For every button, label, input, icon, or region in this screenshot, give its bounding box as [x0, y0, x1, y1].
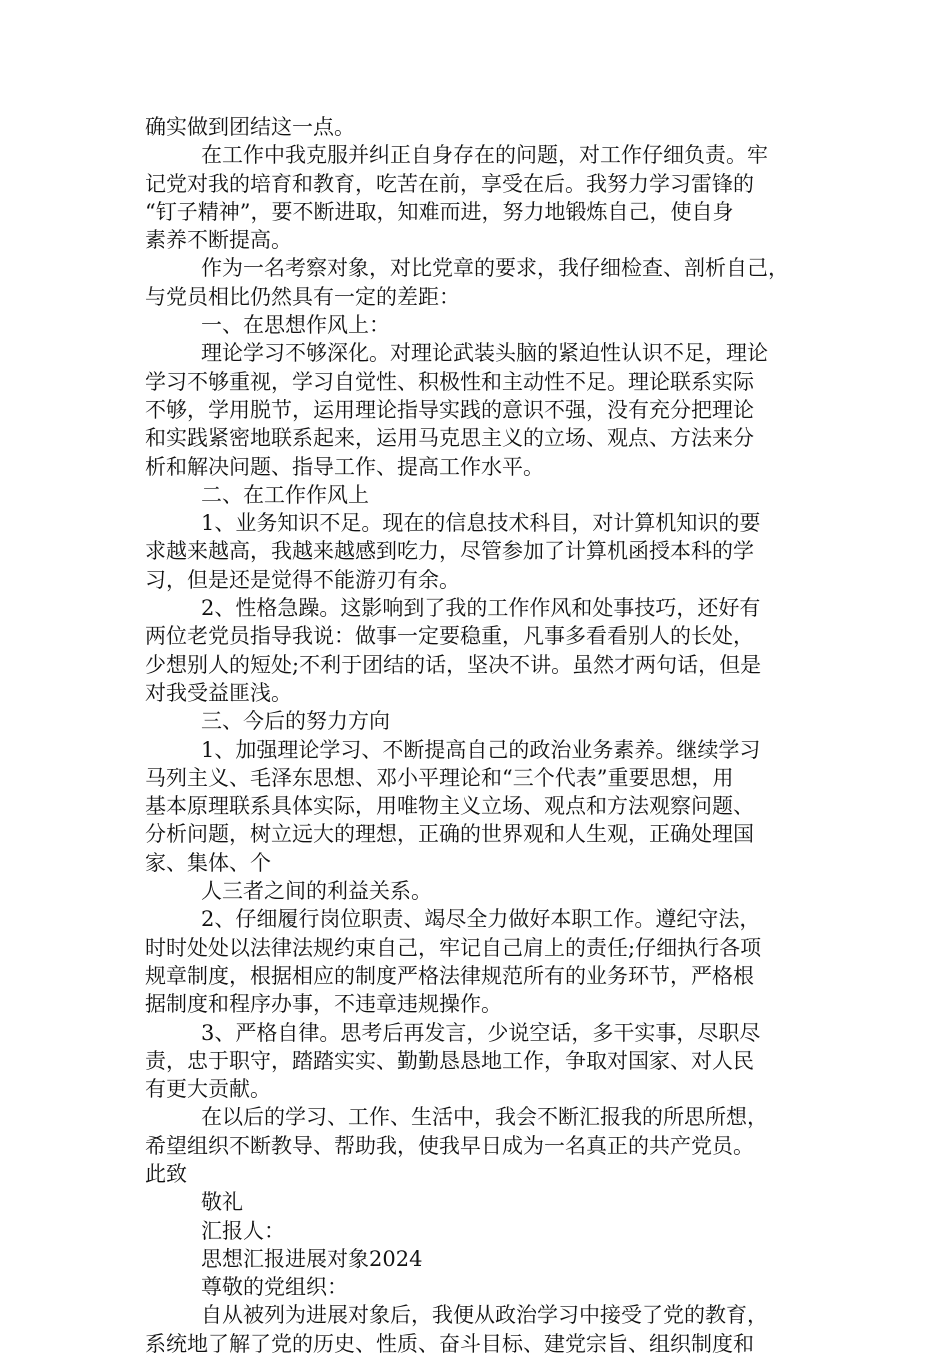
text-line: 在工作中我克服并纠正自身存在的问题，对工作仔细负责。牢 [201, 143, 768, 168]
text-line: 汇报人： [201, 1218, 285, 1243]
text-line: 敬礼 [201, 1190, 243, 1215]
text-line: 析和解决问题、指导工作、提高工作水平。 [145, 454, 544, 479]
text-line: 3、严格自律。思考后再发言，少说空话，多干实事，尽职尽 [201, 1020, 761, 1045]
text-line: 马列主义、毛泽东思想、邓小平理论和“三个代表”重要思想，用 [145, 765, 734, 790]
text-line: 与党员相比仍然具有一定的差距： [145, 284, 460, 309]
document-page [145, 0, 825, 1356]
text-line: 此致 [145, 1161, 187, 1186]
text-line: 习，但是还是觉得不能游刃有余。 [145, 567, 460, 592]
text-line: 1、加强理论学习、不断提高自己的政治业务素养。继续学习 [201, 737, 761, 762]
text-line: 两位老党员指导我说：做事一定要稳重，凡事多看看别人的长处， [145, 624, 754, 649]
text-line: 和实践紧密地联系起来，运用马克思主义的立场、观点、方法来分 [145, 426, 754, 451]
text-line: “钉子精神”，要不断进取，知难而进，努力地锻炼自己，使自身 [145, 199, 734, 224]
document-body [145, 113, 825, 1358]
text-line: 少想别人的短处;不利于团结的话，坚决不讲。虽然才两句话，但是 [145, 652, 762, 677]
text-line: 不够，学用脱节，运用理论指导实践的意识不强，没有充分把理论 [145, 397, 754, 422]
text-line: 2、性格急躁。这影响到了我的工作作风和处事技巧，还好有 [201, 596, 761, 621]
text-line: 分析问题，树立远大的理想，正确的世界观和人生观，正确处理国 [145, 822, 754, 847]
text-line: 素养不断提高。 [145, 228, 292, 253]
text-line: 规章制度，根据相应的制度严格法律规范所有的业务环节，严格根 [145, 963, 754, 988]
text-line: 时时处处以法律法规约束自己，牢记自己肩上的责任;仔细执行各项 [145, 935, 762, 960]
text-line: 据制度和程序办事，不违章违规操作。 [145, 992, 502, 1017]
text-line: 2、仔细履行岗位职责、竭尽全力做好本职工作。遵纪守法， [201, 907, 761, 932]
text-line: 尊敬的党组织： [201, 1275, 348, 1300]
text-line: 对我受益匪浅。 [145, 680, 292, 705]
text-line: 求越来越高，我越来越感到吃力，尽管参加了计算机函授本科的学 [145, 539, 754, 564]
text-line: 1、业务知识不足。现在的信息技术科目，对计算机知识的要 [201, 511, 761, 536]
text-line: 家、集体、个 [145, 850, 271, 875]
text-line: 三、今后的努力方向 [201, 709, 390, 734]
text-line: 学习不够重视，学习自觉性、积极性和主动性不足。理论联系实际 [145, 369, 754, 394]
text-line: 人三者之间的利益关系。 [201, 879, 432, 904]
text-line: 在以后的学习、工作、生活中，我会不断汇报我的所思所想， [201, 1105, 768, 1130]
text-line: 作为一名考察对象，对比党章的要求，我仔细检查、剖析自己， [201, 256, 789, 281]
text-line: 责，忠于职守，踏踏实实、勤勤恳恳地工作，争取对国家、对人民 [145, 1048, 754, 1073]
text-line: 记党对我的培育和教育，吃苦在前，享受在后。我努力学习雷锋的 [145, 171, 754, 196]
text-line: 基本原理联系具体实际，用唯物主义立场、观点和方法观察问题、 [145, 794, 754, 819]
text-line: 希望组织不断教导、帮助我，使我早日成为一名真正的共产党员。 [145, 1133, 754, 1158]
text-line: 一、在思想作风上： [201, 313, 390, 338]
text-line: 确实做到团结这一点。 [145, 115, 355, 139]
text-line: 系统地了解了党的历史、性质、奋斗目标、建党宗旨、组织制度和 [145, 1331, 754, 1356]
text-line: 理论学习不够深化。对理论武装头脑的紧迫性认识不足，理论 [201, 341, 768, 366]
text-line: 二、在工作作风上 [201, 482, 369, 507]
text-line: 有更大贡献。 [145, 1077, 271, 1102]
text-line: 思想汇报进展对象2024 [201, 1246, 423, 1271]
text-line: 自从被列为进展对象后，我便从政治学习中接受了党的教育， [201, 1303, 768, 1328]
